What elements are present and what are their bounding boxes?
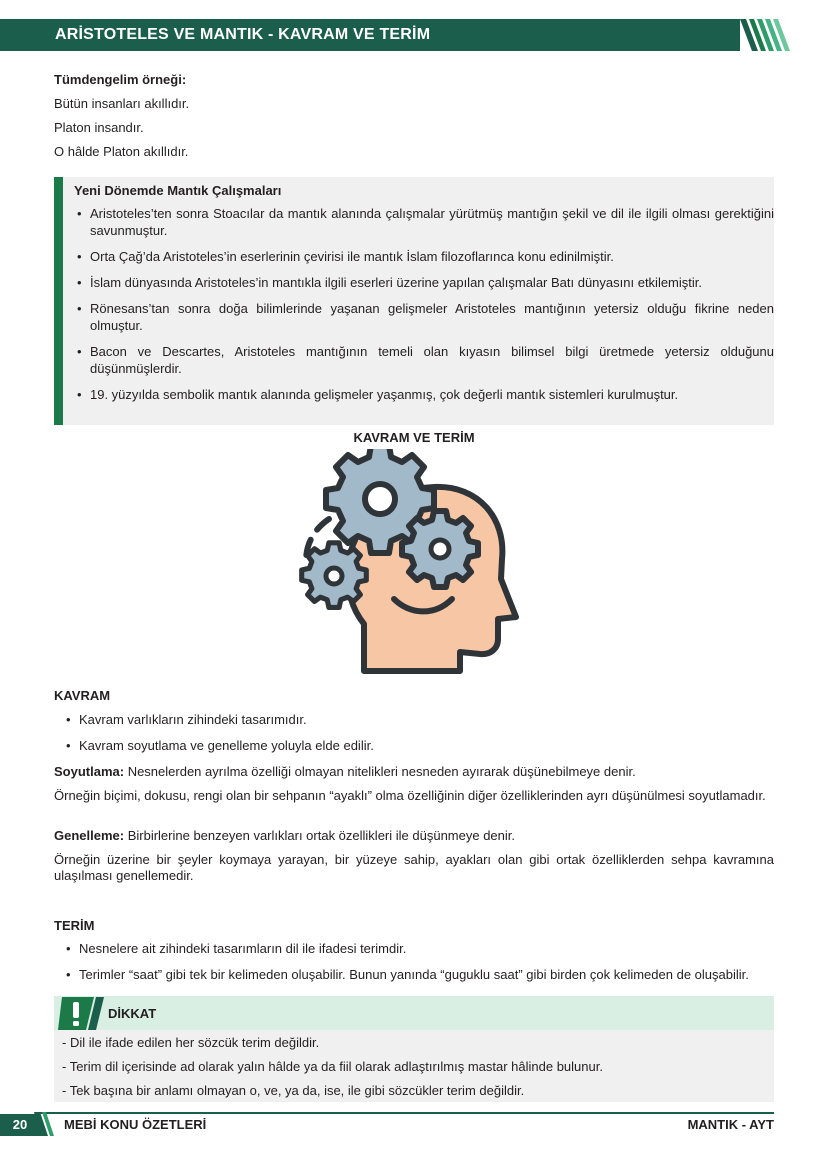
soyutlama-label: Soyutlama: [54, 764, 125, 779]
kavram-list [64, 712, 774, 764]
page-title: ARİSTOTELES VE MANTIK - KAVRAM VE TERİM [55, 26, 431, 43]
list-item: • Bacon ve Descartes, Aristoteles mantığının temeli olan kıyasın bilimsel bilgi üretmede yetersiz olduğunu düşünmüşlerdir. [74, 343, 774, 377]
dikkat-header [54, 996, 774, 1030]
tumdengelim-line-2: Platon insandır. [54, 120, 144, 135]
list-item: • Nesnelere ait zihindeki tasarımların dil ile ifadesi terimdir. [64, 941, 774, 957]
list-item: • İslam dünyasında Aristoteles’in mantıkla ilgili eserleri üzerine yapılan çalışmalar Batı dünyasını etkilemiştir. [74, 274, 774, 291]
terim-list [64, 941, 774, 993]
footer-slant-decoration [34, 1112, 56, 1136]
dikkat-line-3: - Tek başına bir anlamı olmayan o, ve, ya da, ise, ile gibi sözcükler terim değildir. [62, 1083, 525, 1098]
footer-publication: MEBİ KONU ÖZETLERİ [64, 1117, 207, 1132]
genelleme-definition [54, 828, 774, 844]
exclamation-icon [58, 997, 106, 1030]
terim-heading: TERİM [54, 918, 95, 933]
info-box-title: Yeni Dönemde Mantık Çalışmaları [74, 183, 282, 198]
tumdengelim-label: Tümdengelim örneği: [54, 72, 187, 87]
header-stripes-decoration [740, 19, 790, 51]
soyutlama-example: Örneğin biçimi, dokusu, rengi olan bir sehpanın “ayaklı” olma özelliğinin diğer özelliklerinden ayrı düşünülmesi soyutlamadır. [54, 788, 766, 803]
list-item: • Rönesans’tan sonra doğa bilimlerinde yaşanan gelişmeler Aristoteles mantığının yetersiz olduğu fikrine neden olmuştur. [74, 300, 774, 334]
footer-rule [40, 1112, 774, 1114]
list-item: • Aristoteles’ten sonra Stoacılar da mantık alanında çalışmalar yürütmüş mantığın şekil ve dil ile ilgili olması gerektiğini savunmuştur. [74, 205, 774, 239]
info-box-new-era [54, 177, 774, 425]
genelleme-example: Örneğin üzerine bir şeyler koymaya yarayan, bir yüzeye sahip, ayakları olan gibi ortak özelliklerden sehpa kavramına ulaşılması genellemedir. [54, 852, 774, 883]
dikkat-title: DİKKAT [108, 1006, 157, 1021]
genelleme-text: Birbirlerine benzeyen varlıkları ortak özellikleri ile düşünmeye denir. [124, 828, 515, 843]
page-number: 20 [0, 1114, 40, 1136]
dikkat-line-2: - Terim dil içerisinde ad olarak yalın hâlde ya da fiil olarak adlaştırılmış mastar hâlinde bulunur. [62, 1059, 603, 1074]
footer-subject: MANTIK - AYT [687, 1117, 774, 1132]
kavram-heading: KAVRAM [54, 688, 111, 703]
tumdengelim-line-3: O hâlde Platon akıllıdır. [54, 144, 189, 159]
list-item: • Terimler “saat” gibi tek bir kelimeden oluşabilir. Bunun yanında “guguklu saat” gibi birden çok kelimeden de oluşabilir. [64, 967, 774, 983]
dikkat-line-1: - Dil ile ifade edilen her sözcük terim değildir. [62, 1035, 320, 1050]
info-box-list [74, 205, 774, 412]
list-item: • Orta Çağ’da Aristoteles’in eserlerinin çevirisi ile mantık İslam filozoflarınca konu edinilmiştir. [74, 248, 774, 265]
info-box-accent-bar [54, 177, 63, 425]
gear-icon [402, 511, 478, 587]
soyutlama-definition [54, 764, 774, 780]
head-gears-illustration [294, 449, 524, 674]
list-item: • Kavram varlıkların zihindeki tasarımıdır. [64, 712, 774, 728]
list-item: • Kavram soyutlama ve genelleme yoluyla elde edilir. [64, 738, 774, 754]
gear-icon [302, 543, 367, 608]
tumdengelim-line-1: Bütün insanları akıllıdır. [54, 96, 190, 111]
genelleme-label: Genelleme: [54, 828, 125, 843]
list-item: • 19. yüzyılda sembolik mantık alanında gelişmeler yaşanmış, çok değerli mantık sistemleri kurulmuştur. [74, 386, 774, 403]
soyutlama-text: Nesnelerden ayrılma özelliği olmayan nitelikleri nesneden ayırarak düşünebilmeye denir. [124, 764, 636, 779]
section-title: KAVRAM VE TERİM [353, 430, 475, 445]
